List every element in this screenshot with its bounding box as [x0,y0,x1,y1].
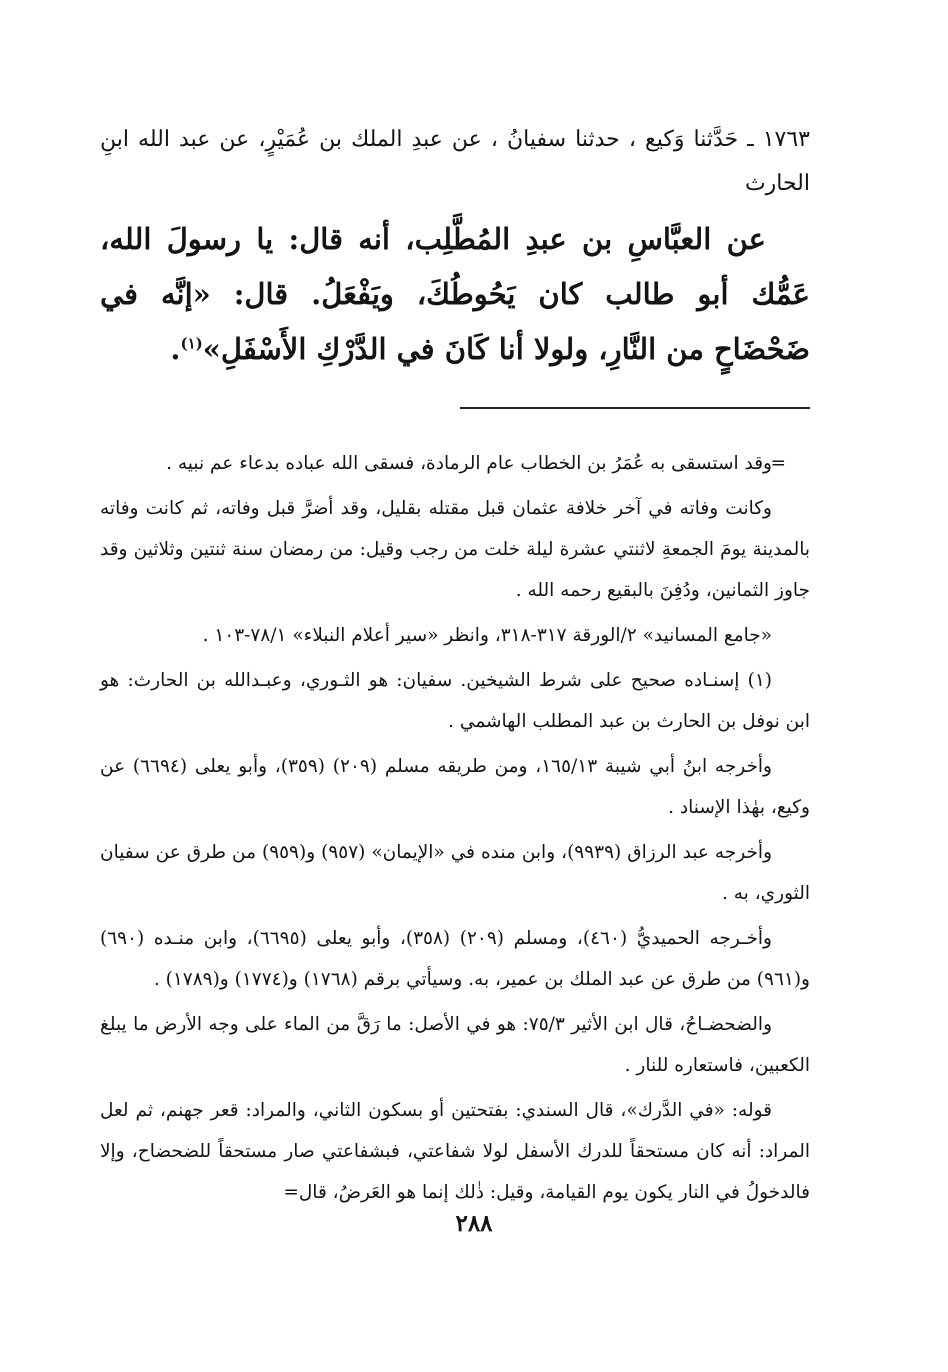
footnote-paragraph: وأخرجه عبد الرزاق (٩٩٣٩)، وابن منده في «الإيمان» (٩٥٧) و(٩٥٩) من طرق عن سفيان الثوري، به . [100,842,810,904]
footnote-paragraph: وكانت وفاته في آخر خلافة عثمان قبل مقتله بقليل، وقد أضرَّ قبل وفاته، ثم كانت وفاته بالمدينة يومَ الجمعةِ لاثنتي عشرة ليلة خلت من رجب وقيل: من رمضان سنة ثنتين وثلاثين وقد جاوز الثمانين، ودُفِنَ بالبقيع رحمه الله . [100,498,810,601]
hadith-matn-paragraph [100,212,810,377]
footnote-paragraph: «جامع المسانيد» ٢/الورقة ٣١٧-٣١٨، وانظر «سير أعلام النبلاء» ٧٨/١-١٠٣ . [202,625,772,646]
footnote-reference: (١) [180,334,203,353]
hadith-matn: عن العبَّاسِ بن عبدِ المُطَّلِب، أنه قال: يا رسولَ الله، عَمُّك أبو طالب كان يَحُوطُكَ، ويَفْعَلُ. قال: «إنَّه في ضَحْضَاحٍ من النَّارِ، ولولا أنا كَانَ في الدَّرْكِ الأَسْفَلِ» [100,222,810,366]
footnote-paragraph: = وقد استسقى به عُمَرُ بن الخطاب عام الرمادة، فسقى الله عباده بدعاء عم نبيه . [100,443,810,484]
footnote-paragraph: قوله: «في الدَّرك»، قال السندي: بفتحتين أو بسكون الثاني، والمراد: قعر جهنم، ثم لعل المراد: أنه كان مستحقاً للدرك الأسفل لولا شفاعتي، فبشفاعتي صار مستحقاً للضحضاح، وإلا فالدخولُ في النار يكون يوم القيامة، وقيل: ذٰلك إنما هو العَرضُ، قال= [100,1100,810,1203]
footnote-paragraph: (١) إسنـاده صحيح على شرط الشيخين. سفيان: هو الثـوري، وعبـدالله بن الحارث: هو ابن نوفل بن الحارث بن عبد المطلب الهاشمي . [100,670,810,732]
page-number: ٢٨٨ [455,1210,493,1237]
continuation-mark: = [770,453,786,474]
footnotes-section [100,443,810,1213]
footnote-separator [460,407,810,409]
footnote-paragraph: وأخـرجه الحميديُّ (٤٦٠)، ومسلم (٢٠٩) (٣٥٨)، وأبو يعلى (٦٦٩٥)، وابن منـده (٦٩٠) و(٩٦١) من طرق عن عبد الملك بن عمير، به. وسيأتي برقم (١٧٦٨) و(١٧٧٤) و(١٧٨٩) . [100,928,810,990]
page-body [100,118,810,1217]
hadith-end-mark: . [170,332,181,366]
hadith-isnad: ١٧٦٣ ـ حَدَّثنا وَكيع ، حدثنا سفيانُ ، عن عبدِ الملك بن عُمَيْرٍ، عن عبد الله ابنِ الحارث [100,127,810,196]
footnote-paragraph: وأخرجه ابنُ أبي شيبة ١٦٥/١٣، ومن طريقه مسلم (٢٠٩) (٣٥٩)، وأبو يعلى (٦٦٩٤) عن وكيع، بهٰذا الإسناد . [100,756,810,818]
footnote-paragraph: والضحضـاحُ، قال ابن الأثير ٧٥/٣: هو في الأصل: ما رَقَّ من الماء على وجه الأرض ما يبلغ الكعبين، فاستعاره للنار . [100,1014,810,1076]
